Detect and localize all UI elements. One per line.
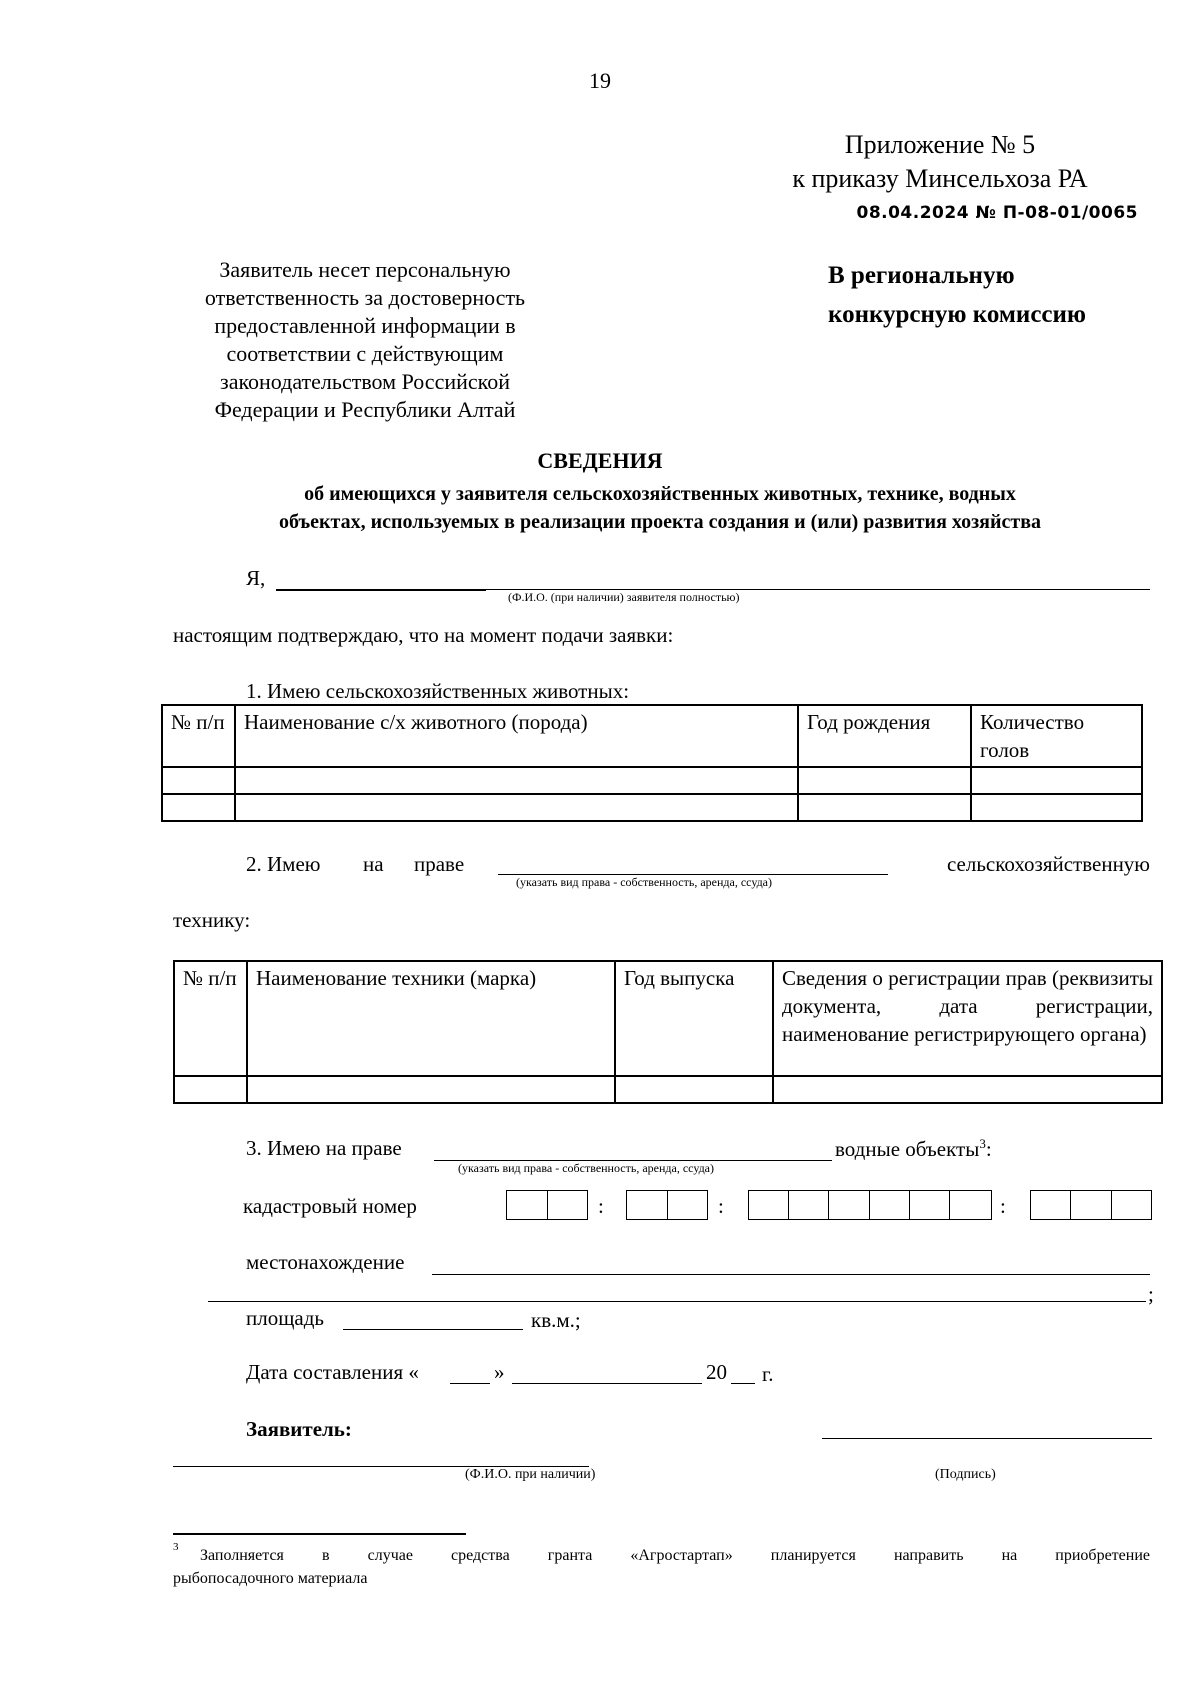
footnote-text-line2: рыбопосадочного материала	[173, 1570, 368, 1587]
order-reference: 08.04.2024 № П-08-01/0065	[856, 203, 1138, 223]
section2-num: 2.	[246, 852, 262, 876]
addressee	[828, 256, 1158, 334]
subheading-line: объектах, используемых в реализации проекта создания и (или) развития хозяйства	[278, 511, 1042, 533]
applicant-name-caption: (Ф.И.О. при наличии)	[465, 1467, 596, 1482]
addressee-line: конкурсную комиссию	[828, 301, 1087, 328]
subheading-line: об имеющихся у заявителя сельскохозяйственных животных, технике, водных	[304, 483, 1016, 505]
cadastral-label: кадастровый номер	[243, 1194, 417, 1218]
area-label: площадь	[246, 1306, 324, 1330]
section2-number	[246, 852, 320, 877]
document-heading: СВЕДЕНИЯ	[537, 448, 663, 473]
date-label: Дата составления «	[246, 1360, 419, 1384]
location-field-continuation[interactable]	[208, 1301, 1146, 1302]
applicant-name-caption: (Ф.И.О. (при наличии) заявителя полностью)	[508, 590, 740, 604]
table-cell[interactable]	[174, 1076, 247, 1103]
footnote-separator	[173, 1533, 466, 1535]
location-field[interactable]	[432, 1274, 1150, 1275]
cadastral-segment-1[interactable]	[506, 1190, 588, 1220]
table-cell[interactable]	[235, 794, 798, 821]
disclaimer-line: Заявитель несет персональную	[219, 257, 511, 282]
table-row	[162, 794, 1142, 821]
applicant-name-field-short[interactable]	[276, 589, 486, 591]
table-cell[interactable]	[235, 767, 798, 794]
appendix-header	[740, 128, 1140, 196]
table-cell[interactable]	[798, 767, 971, 794]
right-type-caption: (указать вид права - собственность, аренда, ссуда)	[516, 875, 772, 889]
cadastral-separator: :	[718, 1194, 724, 1218]
area-unit: кв.м.;	[531, 1308, 581, 1332]
column-header-number: № п/п	[174, 961, 247, 1076]
column-header-animal-name: Наименование с/х животного (порода)	[235, 705, 798, 767]
footnote-reference: 3	[979, 1136, 986, 1151]
date-year-suffix: г.	[762, 1362, 774, 1386]
footnote-mark: 3	[173, 1541, 179, 1553]
table-cell[interactable]	[971, 794, 1142, 821]
section2-word: праве	[414, 852, 465, 876]
column-header-head-count: Количество голов	[971, 705, 1142, 767]
column-header-registration: Сведения о регистрации прав (реквизиты документа, дата регистрации, наименование регистрирующего органа)	[773, 961, 1162, 1076]
cadastral-segment-3[interactable]	[748, 1190, 992, 1220]
appendix-title: Приложение № 5	[844, 130, 1036, 159]
section2-word: на	[363, 852, 384, 876]
section2-suffix: сельскохозяйственную	[946, 852, 1150, 876]
date-quote-close: »	[494, 1360, 505, 1384]
column-header-number: № п/п	[162, 705, 235, 767]
cadastral-segment-2[interactable]	[626, 1190, 708, 1220]
page-number: 19	[589, 68, 611, 93]
colon: :	[985, 1137, 992, 1161]
table-header-row	[174, 961, 1162, 1076]
table-row	[174, 1076, 1162, 1103]
section3-suffix	[835, 1136, 992, 1162]
area-field[interactable]	[343, 1329, 523, 1330]
date-year-prefix: 20	[706, 1360, 727, 1384]
date-year-field[interactable]	[731, 1383, 755, 1384]
disclaimer-line: Федерации и Республики Алтай	[214, 397, 516, 422]
signature-caption: (Подпись)	[935, 1467, 996, 1482]
disclaimer-line: предоставленной информации в	[214, 313, 516, 338]
footnote-text-line1: Заполняется в случае средства гранта «Агростартап» планируется направить на приобретение	[200, 1547, 1150, 1564]
applicant-label: Заявитель:	[246, 1417, 352, 1441]
machinery-table	[173, 960, 1163, 1104]
water-objects-label: водные объекты	[835, 1137, 980, 1161]
column-header-birth-year: Год рождения	[798, 705, 971, 767]
section2-continuation: технику:	[173, 908, 251, 932]
column-header-machinery-name: Наименование техники (марка)	[247, 961, 615, 1076]
location-semicolon: ;	[1148, 1282, 1154, 1306]
location-label: местонахождение	[246, 1250, 405, 1274]
section3-label: 3. Имею на праве	[246, 1136, 402, 1160]
table-row	[162, 767, 1142, 794]
appendix-order: к приказу Минсельхоза РА	[792, 164, 1088, 193]
signature-field[interactable]	[822, 1438, 1152, 1439]
date-month-field[interactable]	[512, 1383, 702, 1384]
confirm-text: настоящим подтверждаю, что на момент подачи заявки:	[173, 623, 674, 647]
cadastral-separator: :	[598, 1194, 604, 1218]
table-cell[interactable]	[971, 767, 1142, 794]
disclaimer-line: ответственность за достоверность	[204, 285, 526, 310]
table-cell[interactable]	[162, 794, 235, 821]
column-header-release-year: Год выпуска	[615, 961, 773, 1076]
disclaimer-line: соответствии с действующим	[226, 341, 504, 366]
animals-table	[161, 704, 1143, 822]
table-cell[interactable]	[773, 1076, 1162, 1103]
table-cell[interactable]	[615, 1076, 773, 1103]
applicant-prefix: Я,	[246, 566, 266, 590]
date-day-field[interactable]	[450, 1383, 490, 1384]
addressee-line: В региональную	[828, 262, 1015, 289]
water-right-caption: (указать вид права - собственность, аренда, ссуда)	[458, 1161, 714, 1175]
table-cell[interactable]	[247, 1076, 615, 1103]
disclaimer	[170, 256, 560, 424]
cadastral-segment-4[interactable]	[1030, 1190, 1152, 1220]
cadastral-separator: :	[1000, 1194, 1006, 1218]
disclaimer-line: законодательством Российской	[220, 369, 510, 394]
table-cell[interactable]	[162, 767, 235, 794]
table-header-row	[162, 705, 1142, 767]
section1-label: 1. Имею сельскохозяйственных животных:	[246, 679, 630, 703]
document-subheading	[160, 480, 1160, 536]
section2-word: Имею	[267, 852, 321, 876]
table-cell[interactable]	[798, 794, 971, 821]
